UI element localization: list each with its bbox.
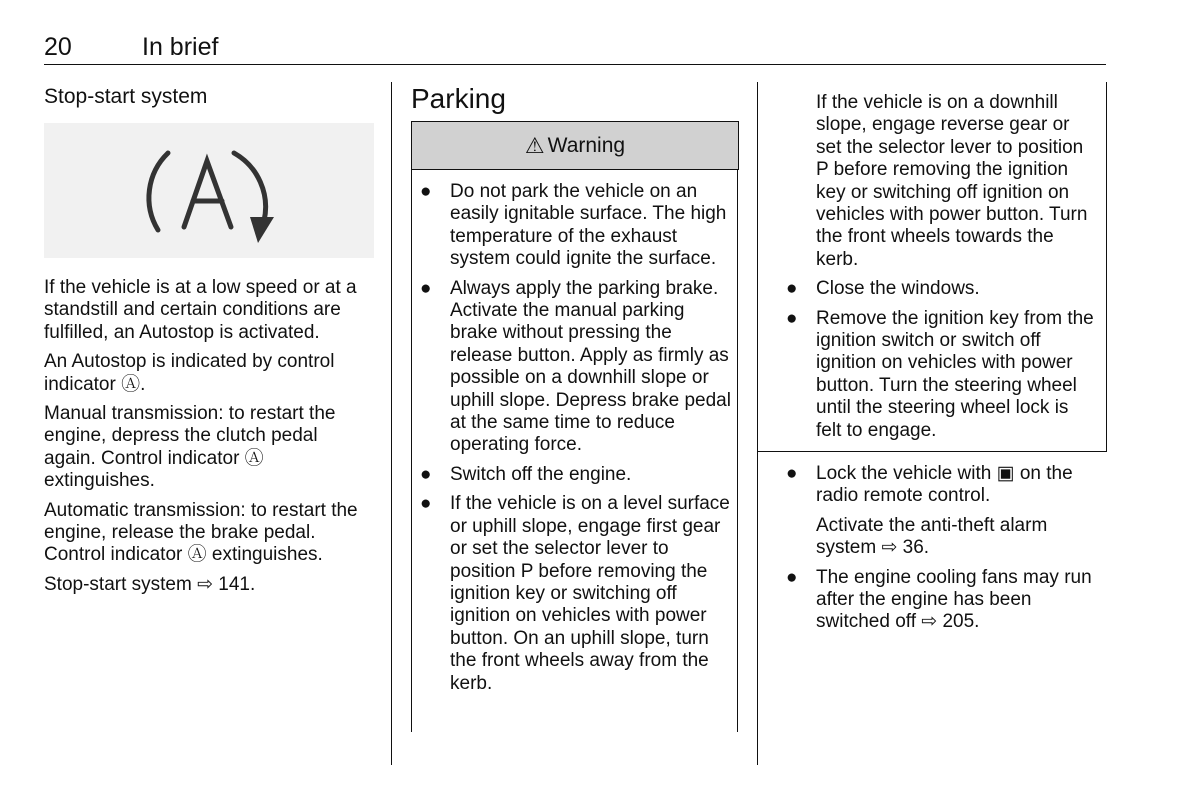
bullet-icon: ● — [786, 463, 798, 484]
section-title: In brief — [142, 33, 219, 61]
warning-list — [413, 181, 731, 702]
bullet-icon: ● — [786, 278, 798, 300]
list-item: ● Always apply the parking brake. Activate the manual parking brake without pressing the release button. Apply as firmly as possible on a downhill slope or uphill slope. Depress brake pedal at the same time to reduce operating force. — [420, 277, 731, 456]
stop-start-paragraph: Automatic transmission: to restart the engine, release the brake pedal. Control indicator Ⓐ extinguishes. — [44, 499, 358, 566]
parking-heading: Parking — [411, 83, 506, 114]
stop-start-column — [44, 84, 374, 603]
list-item: ● Close the windows. — [786, 278, 980, 300]
page-number: 20 — [44, 33, 72, 61]
bullet-icon: ● — [786, 566, 798, 588]
parking-column — [411, 82, 740, 116]
column-separator — [391, 82, 392, 765]
header-rule — [44, 64, 1106, 65]
cross-reference-note[interactable]: Activate the anti-theft alarm system ⇨ 36. — [816, 514, 1048, 559]
stop-start-heading: Stop-start system — [44, 85, 208, 108]
bullet-icon: ● — [420, 181, 432, 202]
list-item-continued: If the vehicle is on a downhill slope, engage reverse gear or set the selector lever to position P before removing the ignition key or switching off ignition on vehicles with power button. Turn the front wheels towards the kerb. — [816, 92, 1088, 270]
stop-start-paragraph: If the vehicle is at a low speed or at a standstill and certain conditions are fulfilled, an Autostop is activated. — [44, 277, 357, 343]
list-item: ● Remove the ignition key from the ignition switch or switch off ignition on vehicles with power button. Turn the steering wheel until the steering wheel lock is felt to engage. — [786, 307, 1094, 441]
bullet-icon: ● — [420, 463, 432, 485]
warning-title: Warning — [547, 133, 626, 157]
stop-start-cross-reference[interactable]: Stop-start system ⇨ 141. — [44, 573, 256, 595]
bullet-icon: ● — [786, 307, 798, 329]
stop-start-paragraph: Manual transmission: to restart the engine, depress the clutch pedal again. Control indicator Ⓐ extinguishes. — [44, 403, 336, 492]
warning-triangle-icon: ⚠ — [524, 132, 545, 158]
list-item: ● If the vehicle is on a level surface or uphill slope, engage first gear or set the selector lever to position P before removing the ignition key or switching off ignition on vehicles with power button. On an uphill slope, turn the front wheels away from the kerb. — [420, 493, 730, 694]
stop-start-paragraph: An Autostop is indicated by control indicator Ⓐ. — [44, 351, 335, 395]
warning-box-border-right — [737, 169, 738, 732]
autostop-indicator-icon — [44, 123, 374, 258]
list-item: ● Do not park the vehicle on an easily ignitable surface. The high temperature of the exhaust system could ignite the surface. — [420, 181, 727, 270]
bullet-icon: ● — [420, 277, 432, 299]
list-item: ● Lock the vehicle with ▣ on the radio remote control. — [786, 463, 1073, 507]
warning-list-continued — [779, 92, 1097, 449]
bullet-icon: ● — [420, 493, 432, 515]
list-item: ● Switch off the engine. — [420, 463, 632, 485]
parking-after-list — [779, 463, 1104, 641]
warning-header — [411, 121, 739, 170]
list-item: ● The engine cooling fans may run after the engine has been switched off ⇨ 205. — [786, 566, 1092, 633]
warning-box-border-left — [411, 169, 412, 732]
